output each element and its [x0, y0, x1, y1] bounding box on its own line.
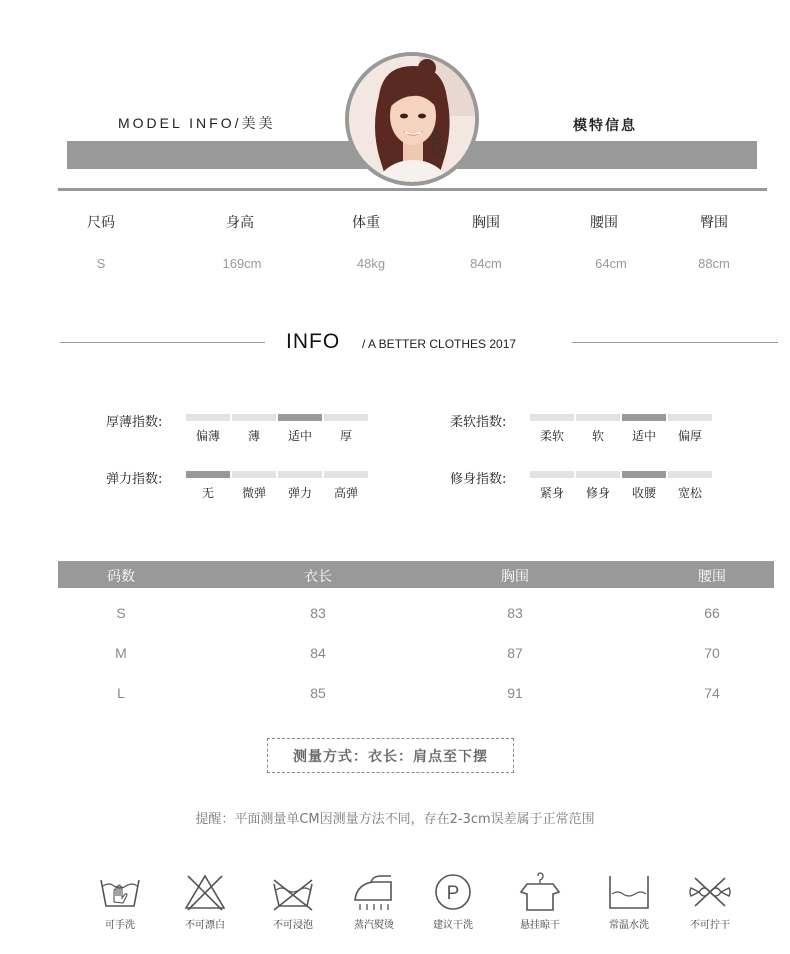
care-item-no-wring: [670, 870, 750, 931]
no-bleach-icon: [182, 870, 228, 914]
table-cell: 70: [704, 645, 720, 661]
table-cell: 83: [310, 605, 326, 621]
softness-index-label: 柔软指数:: [450, 415, 507, 430]
care-item-normal-temp-wash: [589, 870, 669, 931]
measure-label-waist: 腰围: [590, 215, 618, 231]
table-cell: 74: [704, 685, 720, 701]
care-label: 不可浸泡: [273, 920, 313, 931]
model-info-title-en: MODEL INFO/美美: [118, 115, 276, 131]
table-cell: 85: [310, 685, 326, 701]
fit-index-scale: [530, 471, 714, 501]
model-info-title-zh: 模特信息: [573, 118, 637, 134]
index-segment: [232, 471, 276, 478]
index-option-label: 偏薄: [195, 429, 220, 443]
measure-label-weight: 体重: [352, 215, 380, 231]
index-segment-selected: [622, 471, 666, 478]
measure-value-height: 169cm: [222, 256, 262, 271]
care-label: 悬挂晾干: [520, 920, 560, 931]
info-title: INFO: [286, 330, 341, 353]
care-label: 常温水洗: [609, 920, 649, 931]
measure-method-text: 测量方式：衣长：肩点至下摆: [293, 748, 488, 765]
elasticity-index-label: 弹力指数:: [106, 472, 163, 487]
dry-clean-icon: [430, 870, 476, 914]
index-option-label: 软: [591, 429, 604, 443]
elasticity-index-scale: [186, 471, 370, 501]
measure-value-bust: 84cm: [470, 256, 502, 271]
index-option-label: 高弹: [333, 486, 358, 500]
index-segment: [668, 414, 712, 421]
hang-dry-icon: [517, 870, 563, 914]
measure-label-bust: 胸围: [472, 215, 500, 231]
index-segment: [576, 471, 620, 478]
index-segment: [278, 471, 322, 478]
thickness-index-label: 厚薄指数:: [106, 415, 163, 430]
measure-value-waist: 64cm: [595, 256, 627, 271]
info-divider-left: [60, 342, 265, 343]
care-label: 建议干洗: [433, 920, 473, 931]
index-option-label: 收腰: [631, 486, 656, 500]
table-cell: 87: [507, 645, 523, 661]
index-option-label: 薄: [247, 429, 260, 443]
index-segment: [530, 471, 574, 478]
measure-value-hip: 88cm: [698, 256, 730, 271]
no-wring-icon: [687, 870, 733, 914]
table-cell: M: [115, 645, 127, 661]
care-label: 可手洗: [105, 920, 135, 931]
index-segment-selected: [186, 471, 230, 478]
svg-text:P: P: [446, 883, 460, 904]
normal-temp-wash-icon: [606, 870, 652, 914]
hand-wash-icon: [97, 870, 143, 914]
thickness-index-scale: [186, 414, 370, 444]
index-option-label: 无: [201, 486, 214, 500]
fit-index-label: 修身指数:: [450, 472, 507, 487]
index-segment: [324, 414, 368, 421]
table-cell: 66: [704, 605, 720, 621]
index-option-label: 偏厚: [677, 429, 702, 443]
size-table-header-waist: 腰围: [698, 569, 726, 585]
index-option-label: 宽松: [677, 486, 702, 500]
index-option-label: 微弹: [241, 486, 266, 500]
softness-index-scale: [530, 414, 714, 444]
table-cell: 83: [507, 605, 523, 621]
care-label: 不可漂白: [185, 920, 225, 931]
index-option-label: 修身: [585, 486, 610, 500]
table-cell: S: [116, 605, 126, 621]
index-segment: [324, 471, 368, 478]
measure-value-size: S: [96, 256, 106, 271]
table-cell: 91: [507, 685, 523, 701]
no-soak-icon: [270, 870, 316, 914]
steam-iron-icon: [351, 870, 397, 914]
index-segment-selected: [278, 414, 322, 421]
index-segment: [530, 414, 574, 421]
index-segment: [186, 414, 230, 421]
measurement-reminder: 提醒：平面测量单CM因测量方法不同，存在2-3cm误差属于正常范围: [195, 812, 595, 827]
index-segment: [668, 471, 712, 478]
table-cell: L: [117, 685, 125, 701]
size-table-header-length: 衣长: [304, 569, 332, 585]
index-segment: [232, 414, 276, 421]
measure-label-hip: 臀围: [700, 215, 728, 231]
index-option-label: 厚: [339, 429, 352, 443]
info-divider-right: [572, 342, 778, 343]
index-option-label: 适中: [631, 429, 656, 443]
care-label: 不可拧干: [690, 920, 730, 931]
care-label: 蒸汽熨烫: [354, 920, 394, 931]
size-table-header-bust: 胸围: [501, 569, 529, 585]
index-segment-selected: [622, 414, 666, 421]
care-item-steam-iron: [334, 870, 414, 931]
table-cell: 84: [310, 645, 326, 661]
measure-label-height: 身高: [226, 215, 254, 231]
index-option-label: 柔软: [539, 429, 564, 443]
model-avatar: [345, 52, 479, 186]
measure-label-size: 尺码: [87, 215, 115, 231]
size-table-header-size: 码数: [107, 569, 135, 585]
care-item-no-soak: [253, 870, 333, 931]
index-option-label: 弹力: [287, 486, 312, 500]
care-item-hang-dry: [500, 870, 580, 931]
measure-method-box: [267, 738, 514, 773]
index-option-label: 适中: [287, 429, 312, 443]
care-item-dry-clean: [413, 870, 493, 931]
index-segment: [576, 414, 620, 421]
header-rule: [58, 188, 767, 191]
care-item-no-bleach: [165, 870, 245, 931]
care-item-hand-wash: [80, 870, 160, 931]
index-option-label: 紧身: [539, 486, 564, 500]
info-subtitle: / A BETTER CLOTHES 2017: [362, 337, 517, 351]
measure-value-weight: 48kg: [356, 256, 386, 271]
